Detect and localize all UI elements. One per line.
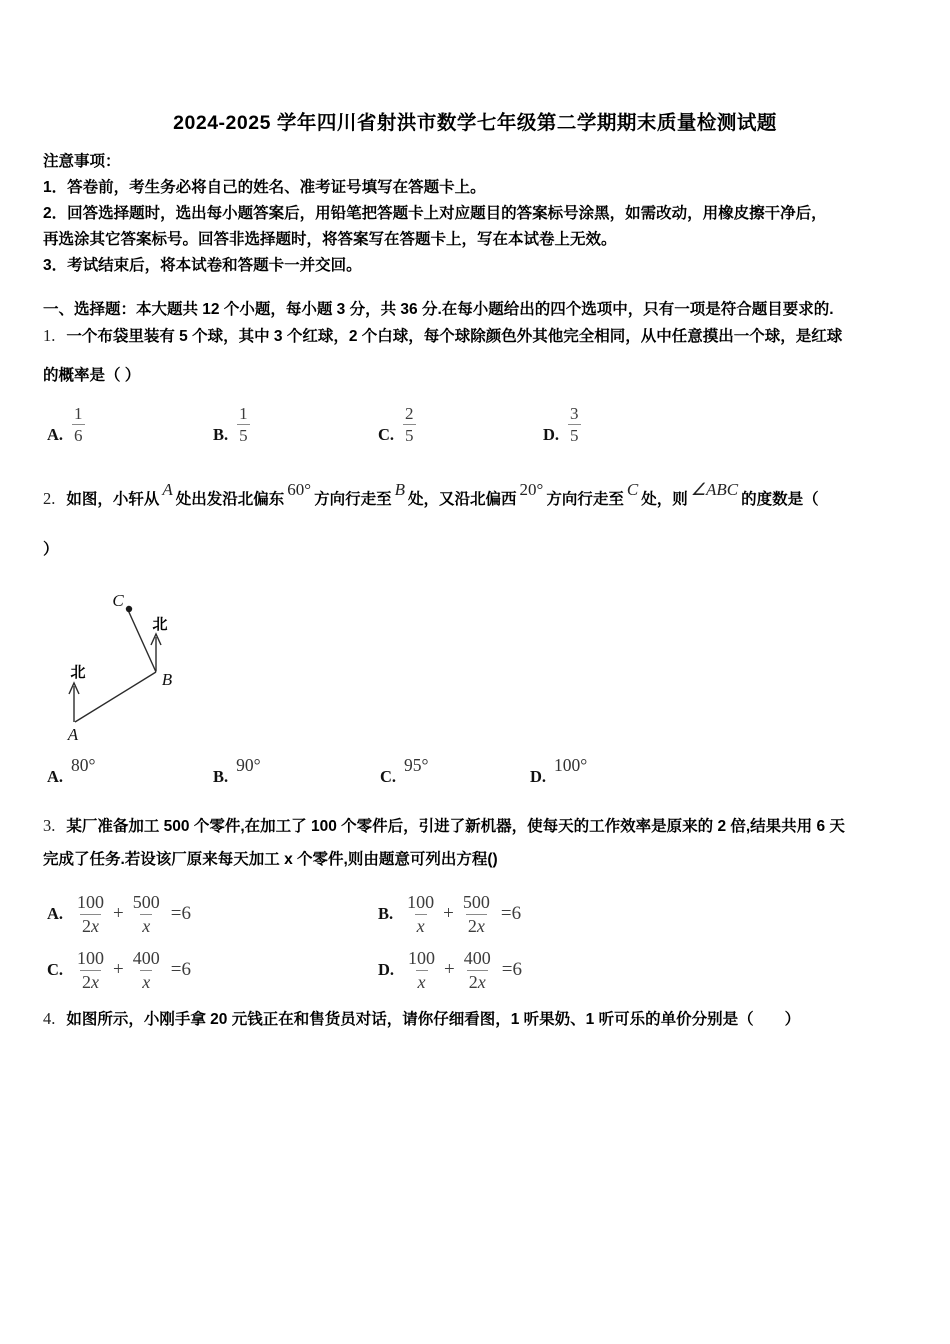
option-label: A. — [47, 767, 64, 786]
fraction — [75, 891, 106, 937]
option-label: C. — [380, 767, 397, 786]
question-2-number: 2. — [43, 489, 56, 508]
page-title: 2024-2025 学年四川省射洪市数学七年级第二学期期末质量检测试题 — [173, 112, 777, 134]
fraction — [75, 947, 106, 993]
fraction-numerator: 400 — [132, 948, 160, 968]
point-b-label: B — [161, 670, 173, 689]
question-3-options-row-2 — [43, 942, 913, 998]
question-3-line-2: 完成了任务.若设该厂原来每天加工 x 个零件,则由题意可列出方程() — [43, 851, 498, 868]
fraction — [131, 891, 162, 937]
fraction — [405, 891, 436, 937]
question-2-line-1 — [43, 480, 819, 509]
fraction-numerator: 100 — [407, 892, 435, 912]
fraction-denominator: 5 — [405, 425, 414, 445]
question-2-option-a — [47, 753, 96, 787]
question-3-option-a — [47, 886, 191, 942]
plus-sign: + — [113, 959, 124, 980]
question-2-line-2: ） — [43, 541, 59, 558]
denominator-variable: x — [417, 971, 426, 992]
fraction-numerator: 100 — [77, 948, 105, 968]
fraction — [568, 403, 581, 447]
math-point-b: B — [394, 480, 406, 499]
segment-ab — [75, 672, 156, 722]
question-1-options — [43, 394, 913, 446]
math-angle-20: 20° — [519, 480, 544, 499]
question-4-number: 4. — [43, 1009, 56, 1028]
north-label-b: 北 — [152, 616, 168, 633]
option-value: 95° — [404, 755, 429, 775]
question-1-number: 1. — [43, 326, 56, 345]
point-c-label: C — [112, 591, 124, 610]
fraction-denominator: 5 — [239, 425, 248, 445]
plus-sign: + — [444, 959, 455, 980]
question-2-text: 的度数是（ — [741, 491, 819, 508]
question-1-line-2: 的概率是（ ） — [43, 367, 141, 384]
fraction-numerator: 1 — [74, 403, 83, 423]
plus-sign: + — [443, 903, 454, 924]
question-1-option-a — [47, 394, 85, 446]
question-2-text: 处出发沿北偏东 — [175, 491, 285, 508]
fraction-denominator — [80, 970, 101, 994]
question-1-option-c — [378, 394, 416, 446]
question-2-option-d — [530, 753, 587, 787]
notice-item-3: 3．考试结束后，将本试卷和答题卡一并交回。 — [43, 257, 362, 274]
fraction-denominator — [466, 914, 487, 938]
fraction — [462, 947, 493, 993]
option-label: C. — [47, 960, 64, 979]
fraction — [72, 403, 85, 447]
north-label-a: 北 — [70, 664, 86, 681]
denominator-variable: x — [142, 915, 151, 936]
fraction-numerator: 500 — [132, 892, 160, 912]
option-label: C. — [378, 425, 395, 444]
fraction-numerator: 100 — [77, 892, 105, 912]
option-value: 80° — [71, 755, 96, 775]
question-3-text: 某厂准备加工 500 个零件,在加工了 100 个零件后，引进了新机器，使每天的工作效率是原来的 2 倍,结果共用 6 天 — [66, 818, 845, 835]
question-1-option-d — [543, 394, 581, 446]
fraction-numerator: 2 — [405, 403, 414, 423]
question-1-line-1 — [43, 324, 842, 346]
equation-rhs: =6 — [501, 959, 522, 980]
fraction-denominator — [80, 914, 101, 938]
denominator-coefficient: 2 — [468, 971, 478, 992]
question-2-options — [43, 753, 913, 787]
question-2-figure — [40, 575, 220, 760]
option-label: A. — [47, 904, 64, 923]
option-label: B. — [213, 767, 229, 786]
question-3-option-c — [47, 942, 191, 998]
fraction-numerator: 100 — [408, 948, 436, 968]
question-3-number: 3. — [43, 816, 56, 835]
option-label: B. — [378, 904, 394, 923]
math-point-c: C — [626, 480, 639, 499]
notice-item-2-line-2: 再选涂其它答案标号。回答非选择题时，将答案写在答题卡上，写在本试卷上无效。 — [43, 231, 617, 248]
fraction-numerator: 1 — [239, 403, 248, 423]
plus-sign: + — [113, 903, 124, 924]
question-3-options-row-1 — [43, 886, 913, 942]
option-label: A. — [47, 425, 64, 444]
question-4-line — [43, 1007, 800, 1029]
question-3-option-b — [378, 886, 521, 942]
notice-item-2-line-1: 2．回答选择题时，选出每小题答案后，用铅笔把答题卡上对应题目的答案标号涂黑，如需改动，用橡皮擦干净后， — [43, 205, 827, 222]
denominator-variable: x — [416, 915, 425, 936]
option-label: B. — [213, 425, 229, 444]
question-2-option-b — [213, 753, 261, 787]
fraction-numerator: 3 — [570, 403, 579, 423]
point-a-label: A — [67, 725, 79, 744]
math-angle-abc: ∠ABC — [690, 480, 739, 499]
question-2-text: 处，又沿北偏西 — [408, 491, 517, 508]
question-3-line-1 — [43, 814, 845, 836]
option-value: 90° — [236, 755, 261, 775]
equation-rhs: =6 — [170, 903, 191, 924]
math-angle-60: 60° — [287, 480, 312, 499]
question-2-text: 如图，小轩从 — [66, 491, 160, 508]
fraction-denominator — [467, 970, 488, 994]
fraction — [403, 403, 416, 447]
fraction-denominator: 5 — [570, 425, 579, 445]
fraction — [131, 947, 162, 993]
fraction — [461, 891, 492, 937]
question-2-text: 方向行走至 — [314, 491, 392, 508]
fraction-denominator — [415, 914, 427, 938]
question-3-option-d — [378, 942, 522, 998]
math-point-a: A — [162, 480, 173, 499]
denominator-coefficient: 2 — [467, 915, 477, 936]
denominator-variable: x — [91, 971, 100, 992]
notice-item-1: 1．答卷前，考生务必将自己的姓名、准考证号填写在答题卡上。 — [43, 179, 486, 196]
denominator-variable: x — [142, 971, 151, 992]
fraction-numerator: 500 — [462, 892, 490, 912]
point-c-dot — [126, 606, 132, 612]
fraction — [237, 403, 250, 447]
fraction-denominator — [416, 970, 428, 994]
denominator-variable: x — [477, 971, 486, 992]
notice-heading: 注意事项： — [43, 153, 121, 170]
denominator-coefficient: 2 — [82, 971, 92, 992]
question-2-text: 处，则 — [641, 491, 688, 508]
fraction-denominator — [140, 970, 152, 994]
option-value: 100° — [554, 755, 588, 775]
question-4-text: 如图所示，小刚手拿 20 元钱正在和售货员对话，请你仔细看图，1 听果奶、1 听可乐的单价分别是（ ） — [66, 1011, 801, 1028]
question-1-text: 一个布袋里装有 5 个球，其中 3 个红球，2 个白球，每个球除颜色外其他完全相同，从中任意摸出一个球，是红球 — [66, 328, 843, 345]
question-2-text: 方向行走至 — [546, 491, 624, 508]
fraction-denominator: 6 — [74, 425, 83, 445]
question-2-option-c — [380, 753, 429, 787]
denominator-variable: x — [476, 915, 485, 936]
denominator-variable: x — [91, 915, 100, 936]
equation-rhs: =6 — [500, 903, 522, 924]
question-1-option-b — [213, 394, 250, 446]
fraction-numerator: 400 — [463, 948, 491, 968]
option-label: D. — [378, 960, 395, 979]
equation-rhs: =6 — [170, 959, 191, 980]
section-1-heading: 一、选择题：本大题共 12 个小题，每小题 3 分，共 36 分.在每小题给出的四个选项中，只有一项是符合题目要求的. — [43, 301, 834, 318]
fraction — [406, 947, 437, 993]
fraction-denominator — [140, 914, 152, 938]
option-label: D. — [530, 767, 547, 786]
denominator-coefficient: 2 — [82, 915, 92, 936]
option-label: D. — [543, 425, 560, 444]
